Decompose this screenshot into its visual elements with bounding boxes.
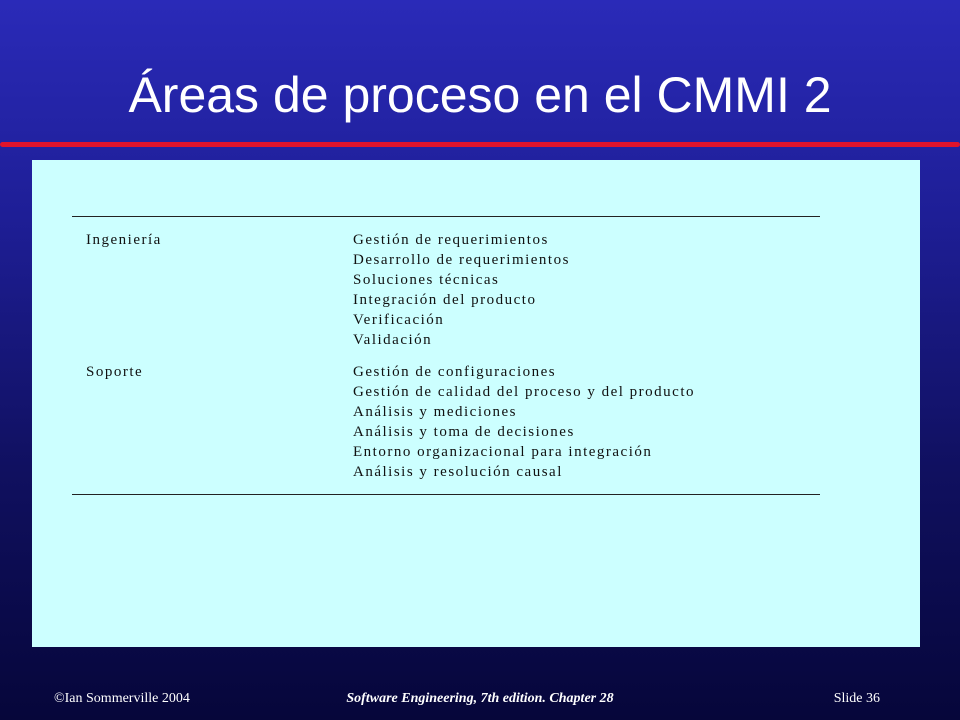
category-label: Soporte: [86, 364, 144, 380]
title-divider: [0, 142, 960, 147]
list-item: Análisis y toma de decisiones: [353, 424, 575, 440]
list-item: Verificación: [353, 312, 445, 328]
list-item: Desarrollo de requerimientos: [353, 252, 570, 268]
list-item: Gestión de calidad del proceso y del producto: [353, 384, 695, 400]
footer-copyright: ©Ian Sommerville 2004: [54, 691, 190, 706]
list-item: Integración del producto: [353, 292, 537, 308]
list-item: Entorno organizacional para integración: [353, 444, 653, 460]
table-top-rule: [72, 216, 820, 217]
process-areas-table: [32, 160, 920, 647]
list-item: Análisis y mediciones: [353, 404, 517, 420]
list-item: Soluciones técnicas: [353, 272, 500, 288]
footer-slide-number: Slide 36: [833, 691, 880, 706]
category-label: Ingeniería: [86, 232, 162, 248]
list-item: Validación: [353, 332, 433, 348]
process-area-list: [353, 230, 570, 350]
list-item: Análisis y resolución causal: [353, 464, 563, 480]
slide-title: Áreas de proceso en el CMMI 2: [128, 67, 832, 123]
table-bottom-rule: [72, 494, 820, 495]
process-area-list: [353, 362, 695, 482]
list-item: Gestión de requerimientos: [353, 232, 549, 248]
footer-book-title: Software Engineering, 7th edition. Chapter 28: [346, 691, 614, 706]
list-item: Gestión de configuraciones: [353, 364, 557, 380]
